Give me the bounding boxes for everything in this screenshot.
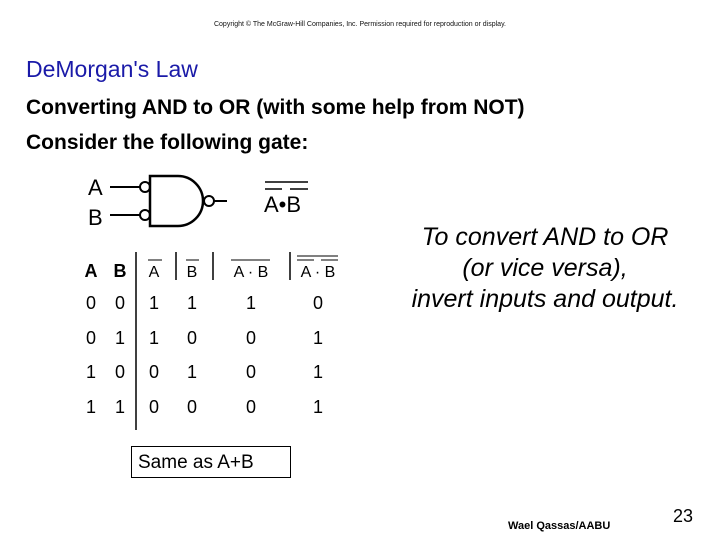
table-cell: 1 bbox=[312, 328, 324, 348]
author-credit: Wael Qassas/AABU bbox=[508, 520, 611, 532]
table-cell: 1 bbox=[114, 397, 126, 417]
table-header-5: A · B bbox=[300, 264, 336, 281]
slide-title: DeMorgan's Law bbox=[26, 56, 198, 82]
inverter-bubble-output bbox=[204, 196, 214, 206]
table-cell: 0 bbox=[312, 293, 324, 313]
table-header-0: A bbox=[84, 261, 98, 281]
table-header-3: B bbox=[186, 264, 198, 281]
callout-text bbox=[392, 222, 698, 315]
same-as-box: Same as A+B bbox=[131, 446, 291, 478]
table-cell: 0 bbox=[245, 328, 257, 348]
nand-gate-diagram bbox=[82, 170, 322, 232]
gate-input-a-label: A bbox=[88, 175, 103, 200]
table-cell: 0 bbox=[114, 293, 126, 313]
truth-table bbox=[78, 252, 350, 430]
inverter-bubble-b bbox=[140, 210, 150, 220]
table-cell: 0 bbox=[186, 328, 198, 348]
subtitle-line-1: Converting AND to OR (with some help from NOT) bbox=[26, 96, 525, 119]
table-cell: 1 bbox=[312, 397, 324, 417]
table-cell: 1 bbox=[85, 397, 97, 417]
table-header-1: B bbox=[113, 261, 127, 281]
subtitle-line-2: Consider the following gate: bbox=[26, 131, 309, 154]
table-cell: 0 bbox=[85, 293, 97, 313]
table-header-4: A · B bbox=[233, 264, 269, 281]
table-cell: 0 bbox=[114, 362, 126, 382]
table-cell: 1 bbox=[186, 293, 198, 313]
table-cell: 1 bbox=[312, 362, 324, 382]
table-cell: 0 bbox=[148, 397, 160, 417]
inverter-bubble-a bbox=[140, 182, 150, 192]
table-cell: 1 bbox=[114, 328, 126, 348]
page-number: 23 bbox=[673, 506, 694, 526]
callout-line-2: (or vice versa), bbox=[462, 254, 628, 282]
table-cell: 1 bbox=[186, 362, 198, 382]
table-cell: 1 bbox=[148, 328, 160, 348]
gate-input-b-label: B bbox=[88, 205, 103, 230]
table-cell: 0 bbox=[148, 362, 160, 382]
table-cell: 0 bbox=[245, 397, 257, 417]
callout-line-1: To convert AND to OR bbox=[421, 223, 669, 251]
copyright-notice: Copyright © The McGraw-Hill Companies, Inc. Permission required for reproduction or display. bbox=[213, 21, 506, 28]
table-header-2: A bbox=[148, 264, 160, 281]
and-gate-body bbox=[150, 176, 203, 226]
table-cell: 0 bbox=[245, 362, 257, 382]
gate-output-label: A•B bbox=[264, 192, 302, 217]
table-cell: 0 bbox=[85, 328, 97, 348]
table-cell: 1 bbox=[85, 362, 97, 382]
table-cell: 1 bbox=[148, 293, 160, 313]
table-cell: 0 bbox=[186, 397, 198, 417]
table-cell: 1 bbox=[245, 293, 257, 313]
callout-line-3: invert inputs and output. bbox=[411, 285, 679, 313]
